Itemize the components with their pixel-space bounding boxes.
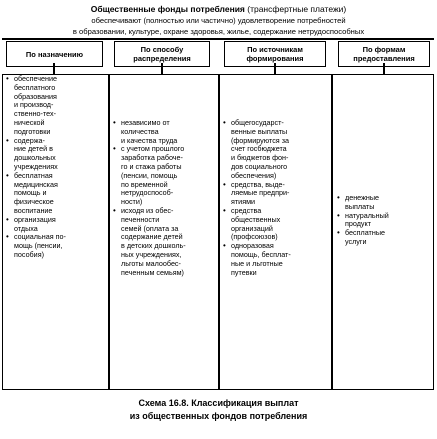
header-purpose-label: По назначению	[25, 49, 84, 59]
list-item: • содержа- ние детей в дошкольных учреждениях	[5, 137, 107, 172]
list-item: • социальная по- мощь (пенсии, пособия)	[5, 233, 107, 259]
intro-block	[6, 4, 431, 37]
intro-title-line	[6, 4, 431, 15]
intro-line-3: в образовании, культуре, охране здоровья, жилье, содержание нетрудоспособных	[72, 27, 365, 36]
column-purpose	[5, 75, 107, 389]
list-item: • средства общественных организаций (профсоюзов)	[222, 207, 330, 242]
column-divider-2	[218, 75, 220, 389]
list-item: • с учетом прошлого заработка рабоче- го и стажа работы (пенсии, помощь по временной нетрудоспособ- ности)	[112, 145, 216, 207]
list-item: • натуральный продукт	[336, 212, 432, 230]
intro-title-rest: (трансфертные платежи)	[244, 4, 347, 14]
list-item: • общегосударст- венные выплаты (формируются за счет госбюджета и бюджетов фон- дов социального обеспечения)	[222, 119, 330, 181]
list-item: • бесплатные услуги	[336, 229, 432, 247]
list-item: • обеспечение бесплатного образования и производ- ственно-тех- нической подготовки	[5, 75, 107, 137]
column-sources	[222, 75, 330, 389]
column-distribution	[112, 75, 216, 389]
caption-line-1: Схема 16.8. Классификация выплат	[138, 398, 299, 408]
list-item: • исходя из обес- печенности семей (оплата за содержание детей в детских дошколь- ных учреждениях, льготы малообес- печенным семьям)	[112, 207, 216, 277]
intro-title-bold: Общественные фонды потребления	[90, 4, 245, 14]
list-item: • независимо от количества и качества труда	[112, 119, 216, 145]
header-distribution-label: По способу распределения	[133, 45, 191, 63]
list-item: • организация отдыха	[5, 216, 107, 234]
column-divider-3	[331, 75, 333, 389]
header-sources-label: По источникам формирования	[246, 45, 304, 63]
list-item: • бесплатная медицинская помощь и физическое воспитание	[5, 172, 107, 216]
list-item: • денежные выплаты	[336, 194, 432, 212]
column-forms	[336, 75, 432, 389]
column-divider-1	[108, 75, 110, 389]
list-item: • средства, выде- ляемые предпри- ятиями	[222, 181, 330, 207]
list-item: • одноразовая помощь, бесплат- ные и льготные путевки	[222, 242, 330, 277]
figure-caption	[0, 397, 437, 423]
header-purpose	[6, 41, 103, 67]
intro-line-2: обеспечивают (полностью или частично) удовлетворение потребностей	[91, 16, 346, 25]
caption-line-2: из общественных фондов потребления	[129, 411, 308, 421]
header-forms-label: По формам предоставления	[353, 45, 415, 63]
